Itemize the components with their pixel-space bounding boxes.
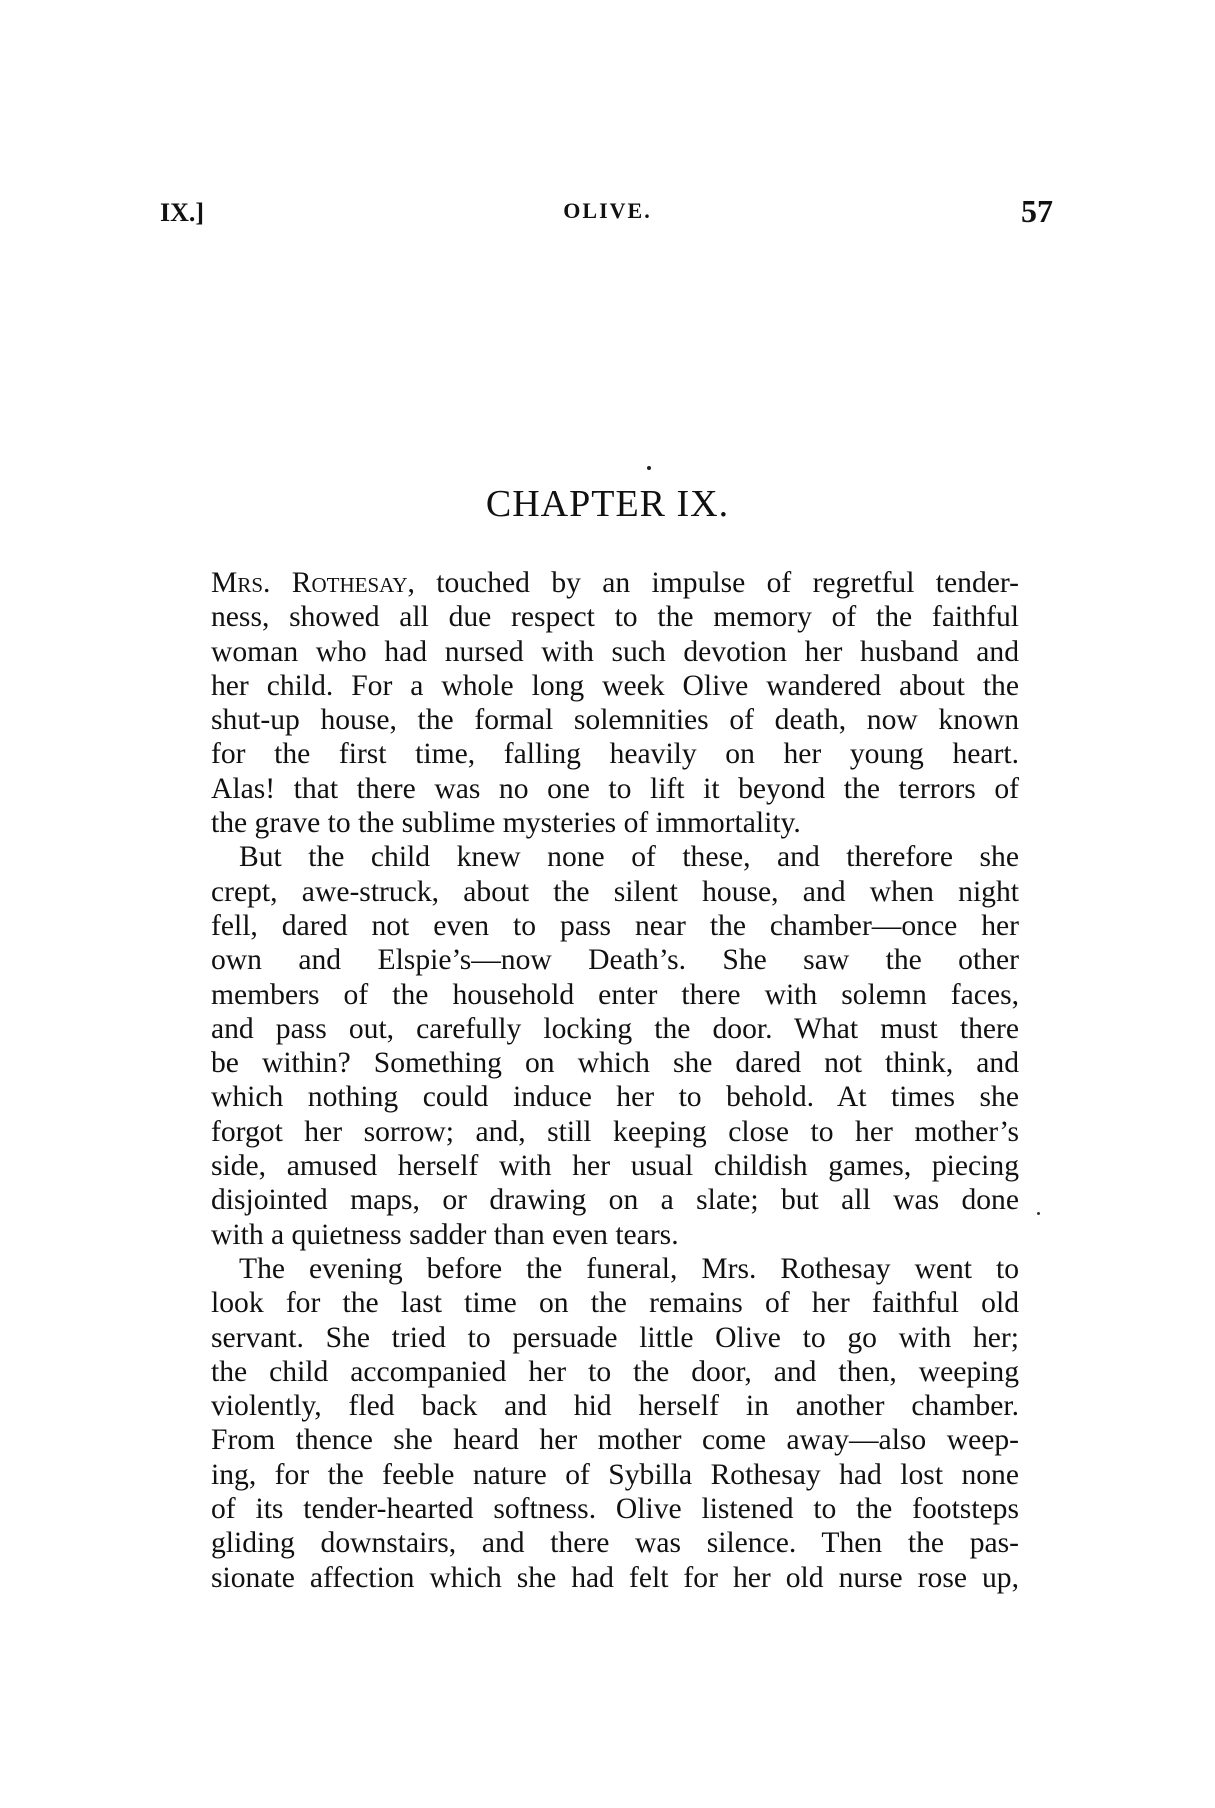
text-line: which nothing could induce her to behold. At times she xyxy=(211,1081,1019,1114)
small-caps-name: Mrs. Rothesay, xyxy=(211,567,415,599)
text-line: side, amused herself with her usual childish games, piecing xyxy=(211,1150,1019,1183)
text-line: forgot her sorrow; and, still keeping close to her mother’s xyxy=(211,1115,1019,1148)
text-line: ing, for the feeble nature of Sybilla Rothesay had lost none xyxy=(211,1458,1019,1491)
text-line: disjointed maps, or drawing on a slate; but all was done xyxy=(211,1184,1019,1217)
text-line: own and Elspie’s—now Death’s. She saw the other xyxy=(211,944,1019,977)
text-line: and pass out, carefully locking the door. What must there xyxy=(211,1012,1019,1045)
text-line: the grave to the sublime mysteries of immortality. xyxy=(211,807,801,840)
text-line: The evening before the funeral, Mrs. Rothesay went to xyxy=(239,1252,1019,1285)
text-line: sionate affection which she had felt for her old nurse rose up, xyxy=(211,1561,1019,1594)
page-number: 57 xyxy=(1021,193,1053,229)
text-line: ness, showed all due respect to the memory of the faithful xyxy=(211,601,1019,634)
body-text xyxy=(211,566,1019,1595)
text-line: for the first time, falling heavily on her young heart. xyxy=(211,738,1019,771)
text-line: But the child knew none of these, and therefore she xyxy=(239,841,1019,874)
text-line: members of the household enter there with solemn faces, xyxy=(211,978,1019,1011)
text-line: crept, awe-struck, about the silent house, and when night xyxy=(211,875,1019,908)
print-speck xyxy=(647,466,651,470)
running-title: OLIVE. xyxy=(563,198,652,223)
text-line: violently, fled back and hid herself in another chamber. xyxy=(211,1390,1019,1423)
text-line: woman who had nursed with such devotion her husband and xyxy=(211,635,1019,668)
chapter-number-header: IX.] xyxy=(160,198,205,227)
text-line: her child. For a whole long week Olive wandered about the xyxy=(211,669,1019,702)
text-line: Mrs. Rothesay, touched by an impulse of regretful tender- xyxy=(211,567,1019,599)
paragraph-2 xyxy=(211,840,1019,1252)
chapter-title: CHAPTER IX. xyxy=(485,483,730,525)
text-line: gliding downstairs, and there was silence. Then the pas- xyxy=(211,1527,1019,1560)
text-line: with a quietness sadder than even tears. xyxy=(211,1218,679,1251)
text-line: shut-up house, the formal solemnities of death, now known xyxy=(211,704,1019,737)
paragraph-3 xyxy=(211,1252,1019,1595)
running-head xyxy=(0,0,1215,260)
text-line: From thence she heard her mother come away—also weep- xyxy=(211,1424,1019,1457)
text-line: servant. She tried to persuade little Olive to go with her; xyxy=(211,1321,1019,1354)
text-line: be within? Something on which she dared not think, and xyxy=(211,1047,1019,1080)
text-line: of its tender-hearted softness. Olive listened to the footsteps xyxy=(211,1493,1019,1526)
paragraph-1 xyxy=(211,566,1019,840)
text-line: Alas! that there was no one to lift it beyond the terrors of xyxy=(211,772,1019,805)
text-line: look for the last time on the remains of her faithful old xyxy=(211,1287,1019,1320)
text-line: the child accompanied her to the door, and then, weeping xyxy=(211,1355,1019,1388)
print-speck xyxy=(1037,1212,1040,1215)
text-line: fell, dared not even to pass near the chamber—once her xyxy=(211,909,1019,942)
